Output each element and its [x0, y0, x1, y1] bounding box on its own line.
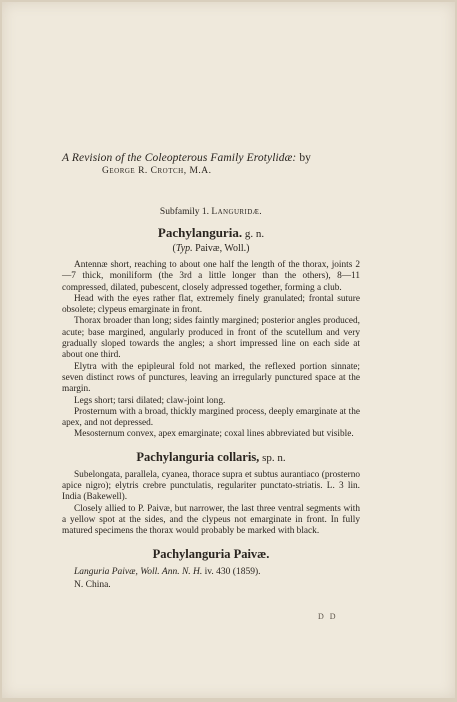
- genus-paragraph: Antennæ short, reaching to about one half the length of the thorax, joints 2—7 thick, moniliform (the 3rd a little longer than the others), 8—11 compressed, dilated, pubescent, closely adpressed together, forming a club.: [62, 260, 360, 293]
- genus-paragraph: Legs short; tarsi dilated; claw-joint long.: [74, 395, 226, 406]
- species-paragraph: Closely allied to P. Paivæ, but narrower, the last three ventral segments with a yellow spot at the sides, and the clypeus not emarginate in front. In fully matured specimens the thorax would probably be marked with black.: [62, 503, 360, 537]
- species-title-paivae: [62, 547, 360, 562]
- reference-tail: iv. 430 (1859).: [202, 566, 261, 577]
- genus-paragraph: Mesosternum convex, apex emarginate; coxal lines abbreviated but visible.: [74, 429, 354, 440]
- article-title-text: A Revision of the Coleopterous Family Erotylidæ:: [62, 152, 297, 164]
- type-value: Paivæ, Woll.: [192, 243, 247, 254]
- document-page: [2, 2, 455, 698]
- species-name: Pachylanguria collaris,: [136, 449, 260, 464]
- genus-type-line: (Typ. Paivæ, Woll.): [172, 243, 250, 254]
- type-label: Typ.: [175, 243, 193, 254]
- genus-paragraph: Prosternum with a broad, thickly margined process, deeply emarginate at the apex, and not depressed.: [62, 406, 360, 429]
- article-author: George R. Crotch, M.A.: [102, 166, 212, 176]
- genus-paragraph: Thorax broader than long; sides faintly margined; posterior angles produced, acute; base margined, angularly produced in front of the scutellum and very gradually sloped towards the angles; a short impressed line on each side at about one third.: [62, 316, 360, 361]
- article-title: [62, 152, 382, 164]
- subfamily-heading: [62, 207, 360, 217]
- reference-citation: Languria Paivæ, Woll. Ann. N. H.: [74, 566, 203, 577]
- main-content: [62, 197, 360, 592]
- subfamily-prefix: Subfamily 1.: [159, 207, 210, 217]
- article-title-tail: by: [296, 152, 312, 164]
- genus-marker: g. n.: [242, 228, 265, 240]
- species-name: Pachylanguria Paivæ.: [152, 546, 270, 561]
- signature-mark: D D: [318, 612, 338, 621]
- species-marker: sp. n.: [259, 451, 286, 464]
- species-reference: [74, 567, 360, 579]
- genus-paragraph: Head with the eyes rather flat, extremely finely granulated; frontal suture obsolete; clypeus emarginate in front.: [62, 293, 360, 316]
- species-locality: N. China.: [74, 580, 111, 591]
- genus-name: Pachylanguria.: [157, 225, 243, 240]
- species-paragraph: Subelongata, parallela, cyanea, thorace supra et subtus aurantiaco (prosterno apice nigro); elytris crebre punctulatis, regulariter punctato-striatis. L. 3 lin. India (Bakewell).: [62, 469, 360, 503]
- species-title-collaris: [62, 450, 360, 465]
- subfamily-name: Languridæ.: [211, 207, 263, 217]
- genus-title: [62, 225, 360, 241]
- article-heading: [62, 152, 382, 176]
- genus-paragraph: Elytra with the epipleural fold not marked, the reflexed portion sinnate; seven distinct rows of punctures, leaving an irregularly punctured space at the margin.: [62, 361, 360, 395]
